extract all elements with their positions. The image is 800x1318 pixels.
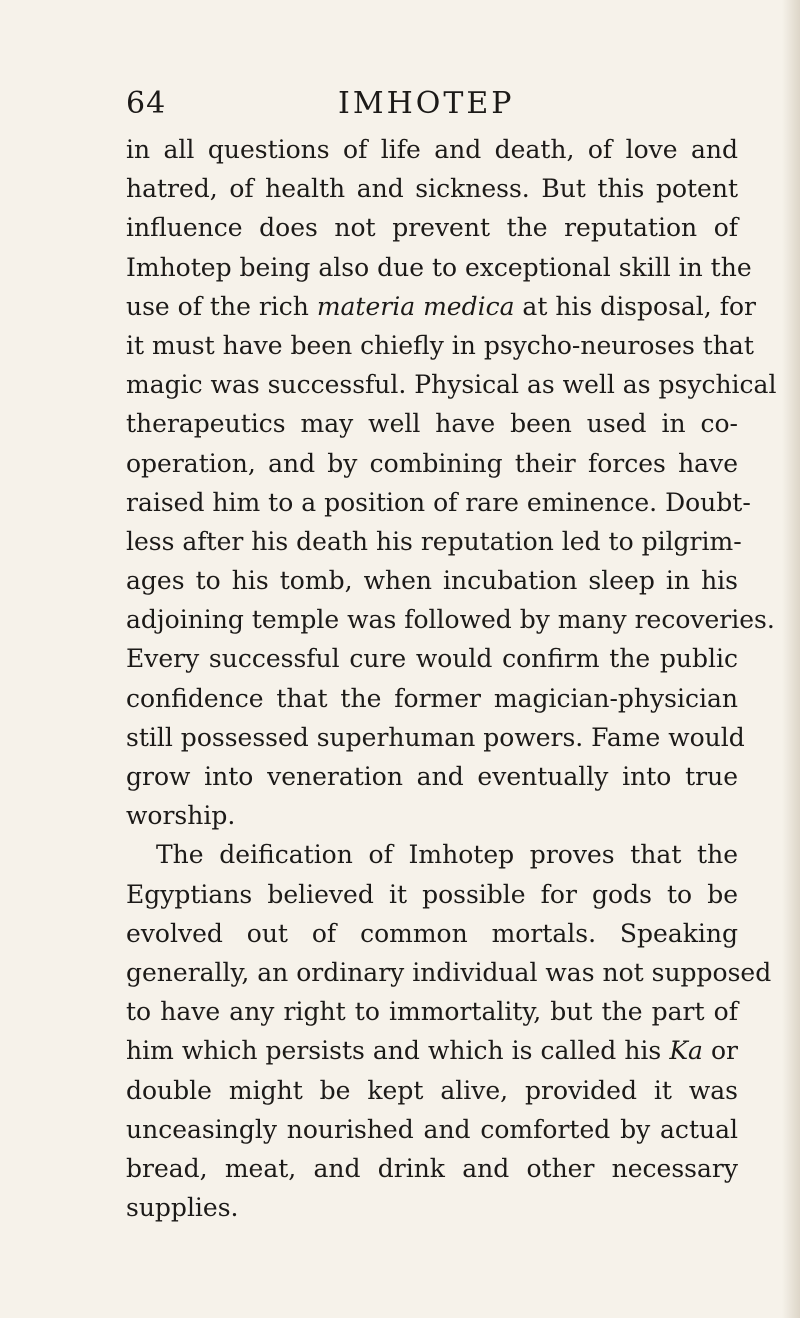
text-line: still possessed superhuman powers. Fame would: [126, 722, 745, 752]
text-line: The deification of Imhotep proves that the: [156, 840, 738, 870]
text-line: influence does not prevent the reputation of: [126, 213, 738, 243]
text-line: magic was successful. Physical as well as psychical: [126, 370, 777, 400]
text-line: to have any right to immortality, but the part of: [126, 997, 738, 1027]
italic-term-materia-medica: materia medica: [316, 291, 515, 321]
text-run: at his disposal, for: [514, 291, 756, 321]
paragraph-2: [126, 835, 772, 1227]
text-line: [126, 287, 756, 326]
italic-term-ka: Ka: [669, 1036, 703, 1066]
text-line: unceasingly nourished and comforted by actual: [126, 1114, 738, 1144]
text-line: double might be kept alive, provided it was: [126, 1075, 738, 1105]
text-line: worship.: [126, 801, 236, 831]
text-line: therapeutics may well have been used in co-: [126, 409, 738, 439]
text-line: ages to his tomb, when incubation sleep in his: [126, 566, 738, 596]
text-line: adjoining temple was followed by many recoveries.: [126, 605, 775, 635]
page-number: 64: [126, 86, 167, 121]
running-title: IMHOTEP: [338, 86, 515, 121]
text-line: Egyptians believed it possible for gods to be: [126, 879, 738, 909]
text-line: [126, 1031, 738, 1070]
text-line: confidence that the former magician-physician: [126, 683, 738, 713]
text-run: him which persists and which is called his: [126, 1036, 670, 1066]
text-line: hatred, of health and sickness. But this potent: [126, 174, 738, 204]
text-line: bread, meat, and drink and other necessary: [126, 1153, 738, 1183]
text-line: it must have been chiefly in psycho-neuroses that: [126, 330, 754, 360]
text-line: generally, an ordinary individual was not supposed: [126, 957, 772, 987]
text-line: Every successful cure would confirm the public: [126, 644, 738, 674]
page-edge-shadow: [782, 0, 800, 1318]
text-line: supplies.: [126, 1193, 239, 1223]
text-line: less after his death his reputation led to pilgrim-: [126, 526, 742, 556]
text-line: in all questions of life and death, of love and: [126, 135, 738, 164]
text-line: operation, and by combining their forces have: [126, 448, 738, 478]
text-run: use of the rich: [126, 291, 317, 321]
body-text: [126, 130, 777, 1227]
text-line: evolved out of common mortals. Speaking: [126, 918, 738, 948]
text-line: raised him to a position of rare eminence. Doubt-: [126, 487, 751, 517]
text-line: grow into veneration and eventually into true: [126, 762, 738, 791]
running-header: [126, 86, 736, 130]
text-line: Imhotep being also due to exceptional skill in the: [126, 252, 752, 282]
paragraph-1: [126, 130, 777, 835]
text-run: or: [702, 1036, 738, 1066]
